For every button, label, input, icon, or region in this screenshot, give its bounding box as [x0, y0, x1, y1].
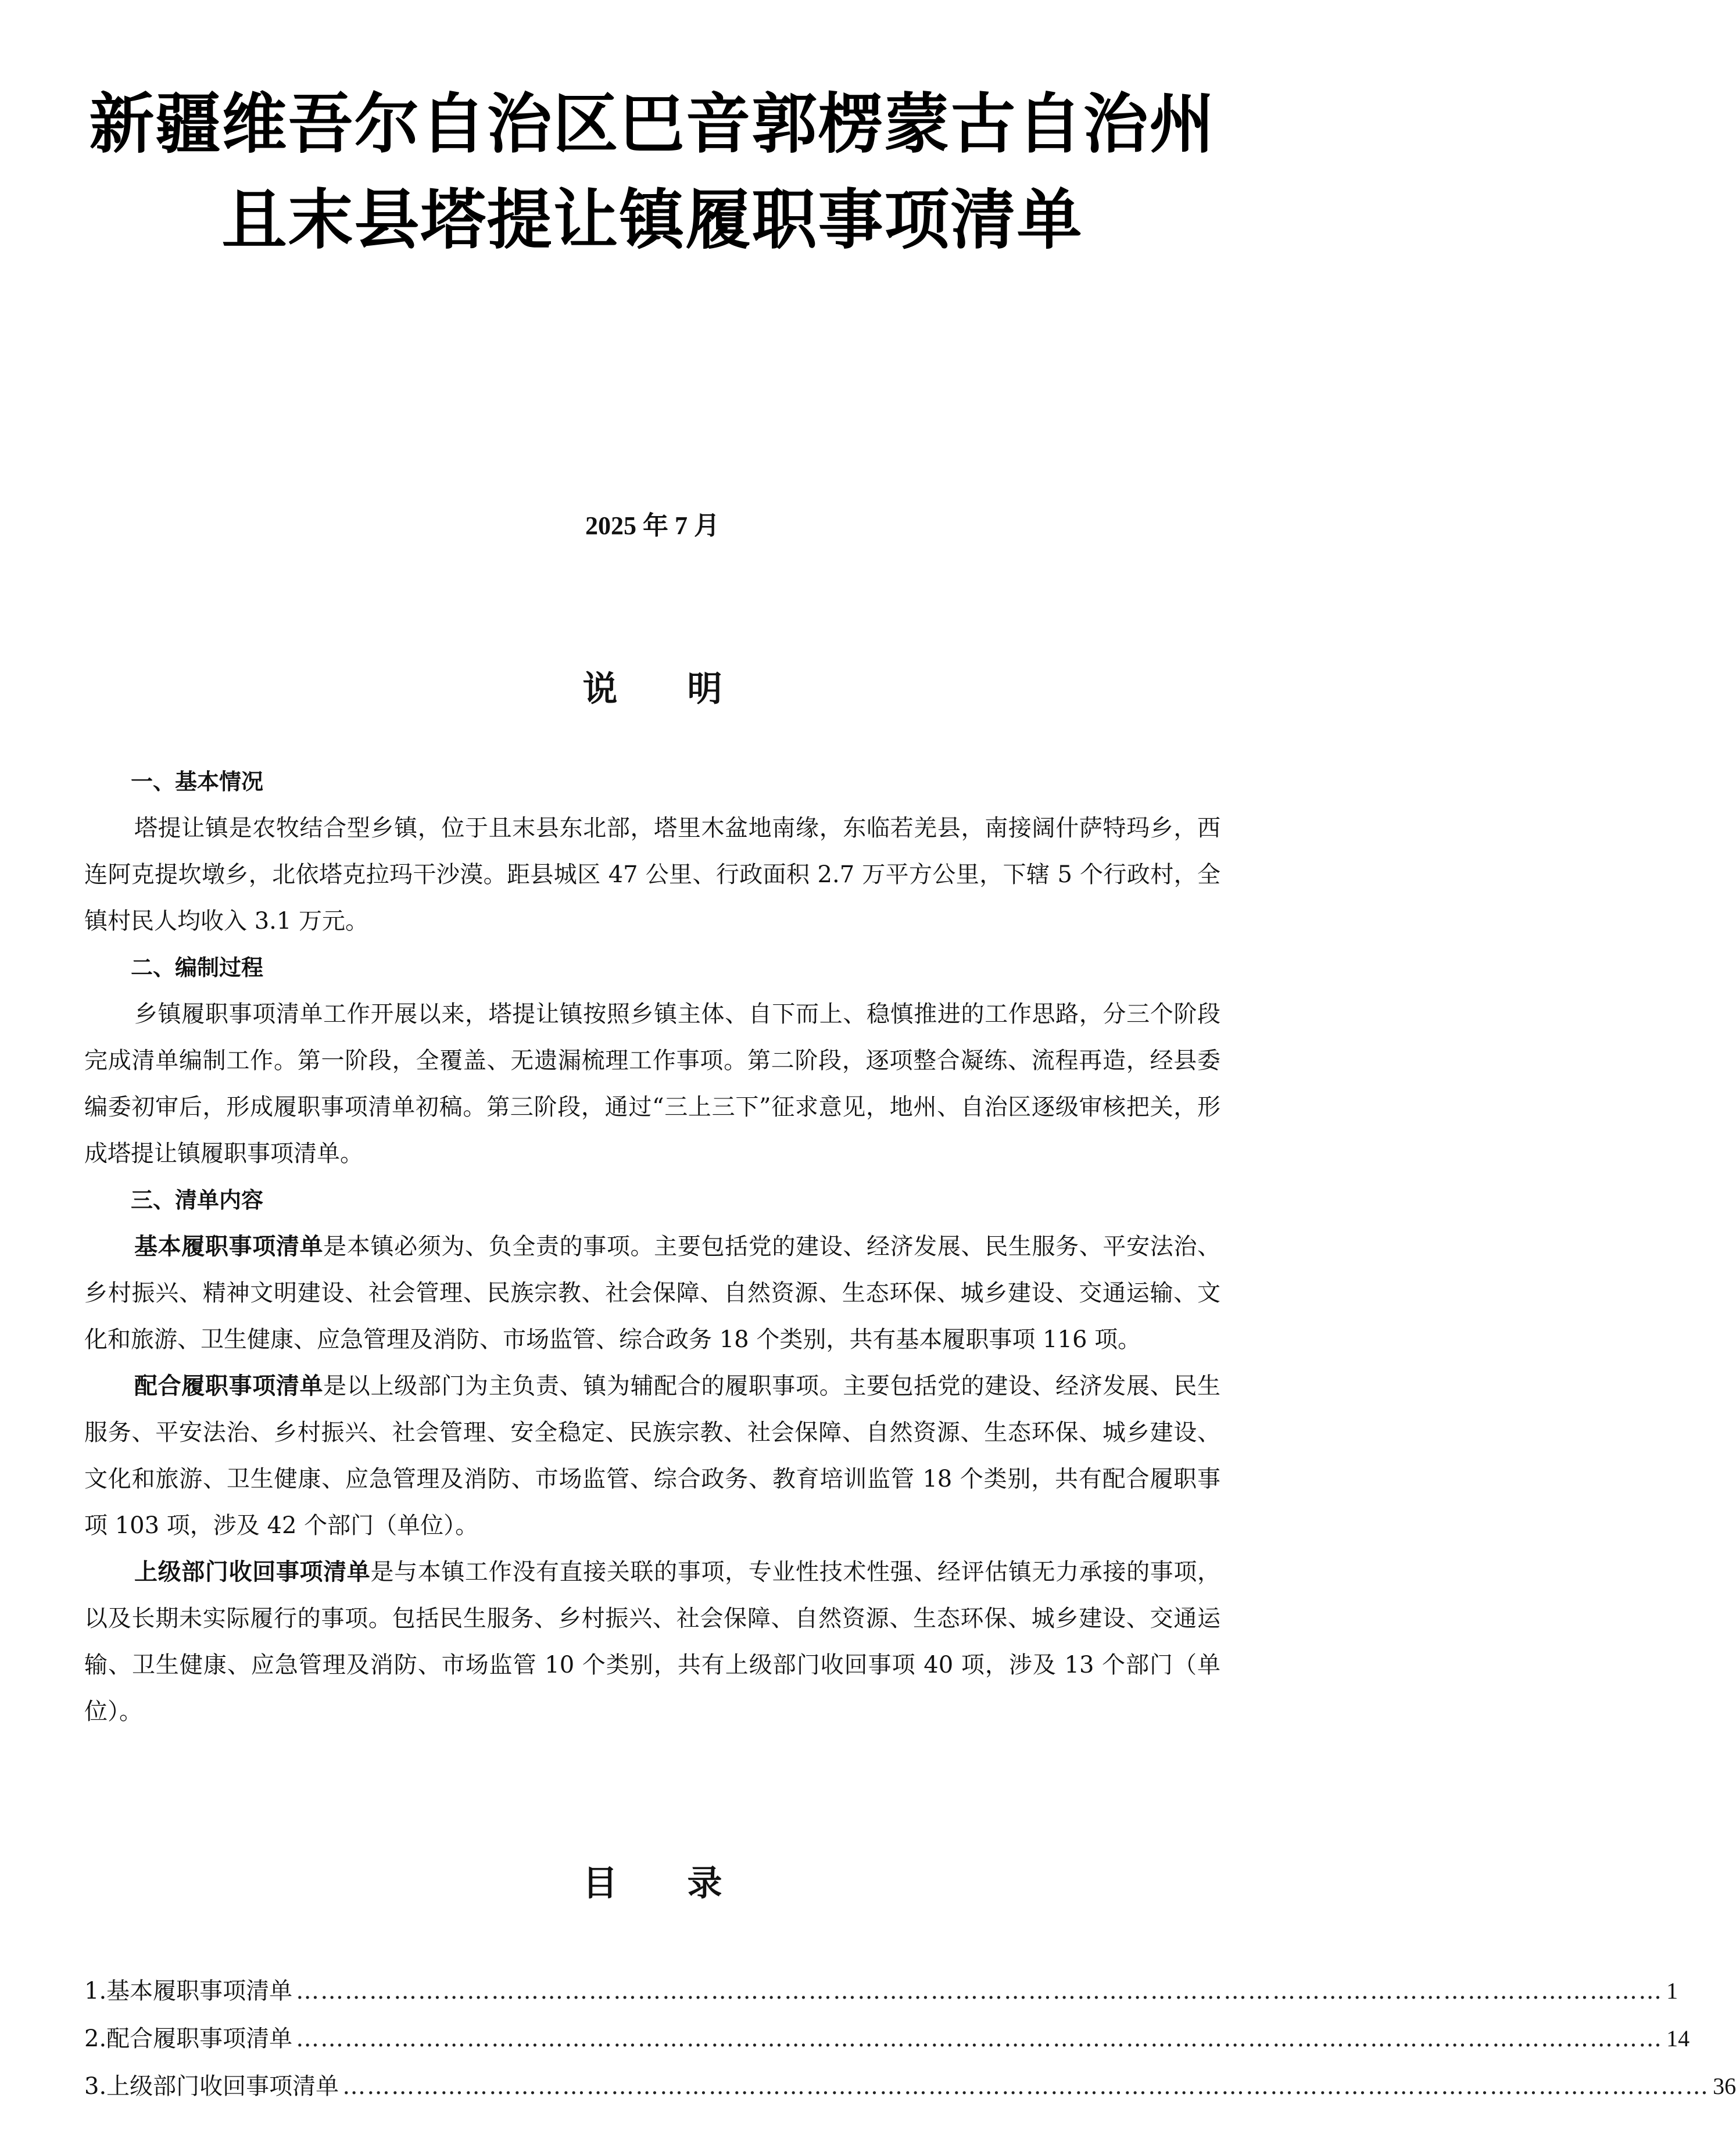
- section-basic-info-paragraph: 塔提让镇是农牧结合型乡镇，位于且末县东北部，塔里木盆地南缘，东临若羌县，南接阔什萨特玛乡，西连阿克提坎墩乡，北依塔克拉玛干沙漠。距县城区 47 公里、行政面积 2.7 万平方公里，下辖 5 个行政村，全镇村民人均收入 3.1 万元。: [84, 815, 1220, 935]
- document-title-line1: 新疆维吾尔自治区巴音郭楞蒙古自治州: [89, 86, 1216, 162]
- toc-entry-label: 2.配合履职事项清单: [84, 2025, 293, 2052]
- cooperative-list-term: 配合履职事项清单: [134, 1373, 324, 1399]
- basic-list-term: 基本履职事项清单: [134, 1233, 324, 1260]
- cooperative-list-description: 是以上级部门为主负责、镇为辅配合的履职事项。主要包括党的建设、经济发展、民生服务、平安法治、乡村振兴、社会管理、安全稳定、民族宗教、社会保障、自然资源、生态环保、城乡建设、文化和旅游、卫生健康、应急管理及消防、市场监管、综合政务、教育培训监管 18 个类别，共有配合履职事项 103 项，涉及 42 个部门（单位）。: [84, 1373, 1220, 1539]
- document-title-line2: 且末县塔提让镇履职事项清单: [221, 182, 1083, 258]
- toc-heading-char1: 目: [582, 1863, 618, 1904]
- toc-heading-char2: 录: [687, 1863, 722, 1904]
- section-compilation-title: 二、编制过程: [131, 955, 264, 980]
- table-of-contents: [84, 1967, 1736, 2110]
- toc-leader-dots: ……………………………………………………………………………………………………………………………………………………: [342, 2073, 1710, 2100]
- explanation-heading-char2: 明: [687, 669, 722, 710]
- toc-entry[interactable]: [84, 1967, 1678, 2015]
- toc-entry-page: 14: [1666, 2025, 1690, 2052]
- content-paragraph-cooperative: [84, 1363, 1220, 1549]
- toc-leader-dots: ……………………………………………………………………………………………………………………………………………………: [296, 1978, 1663, 2004]
- section-compilation-paragraph: 乡镇履职事项清单工作开展以来，塔提让镇按照乡镇主体、自下而上、稳慎推进的工作思路，分三个阶段完成清单编制工作。第一阶段，全覆盖、无遗漏梳理工作事项。第二阶段，逐项整合凝练、流程再造，经县委编委初审后，形成履职事项清单初稿。第三阶段，通过“三上三下”征求意见，地州、自治区逐级审核把关，形成塔提让镇履职事项清单。: [84, 1001, 1220, 1167]
- toc-entry-page: 36: [1713, 2073, 1736, 2099]
- toc-heading: [0, 1856, 1305, 1906]
- explanation-heading-char1: 说: [582, 669, 618, 710]
- reclaimed-list-description: 是与本镇工作没有直接关联的事项，专业性技术性强、经评估镇无力承接的事项，以及长期未实际履行的事项。包括民生服务、乡村振兴、社会保障、自然资源、生态环保、城乡建设、交通运输、卫生健康、应急管理及消防、市场监管 10 个类别，共有上级部门收回事项 40 项，涉及 13 个部门（单位）。: [84, 1559, 1221, 1725]
- content-paragraph-basic: [84, 1223, 1220, 1363]
- toc-entry-page: 1: [1666, 1978, 1678, 2004]
- basic-list-description: 是本镇必须为、负全责的事项。主要包括党的建设、经济发展、民生服务、平安法治、乡村振兴、精神文明建设、社会管理、民族宗教、社会保障、自然资源、生态环保、城乡建设、交通运输、文化和旅游、卫生健康、应急管理及消防、市场监管、综合政务 18 个类别，共有基本履职事项 116 项。: [84, 1233, 1220, 1353]
- explanation-heading: [0, 661, 1305, 711]
- content-paragraph-reclaimed: [84, 1549, 1220, 1735]
- reclaimed-list-term: 上级部门收回事项清单: [134, 1559, 371, 1585]
- explanation-body: [84, 758, 1220, 1735]
- toc-entry-label: 1.基本履职事项清单: [84, 1978, 293, 2004]
- toc-entry-label: 3.上级部门收回事项清单: [84, 2073, 339, 2100]
- document-date: 2025 年 7 月: [585, 511, 720, 540]
- section-content-title: 三、清单内容: [131, 1187, 264, 1213]
- toc-entry[interactable]: [84, 2015, 1690, 2063]
- toc-leader-dots: ……………………………………………………………………………………………………………………………………………………: [296, 2025, 1663, 2052]
- section-basic-info-title: 一、基本情况: [131, 769, 264, 794]
- toc-entry[interactable]: [84, 2063, 1736, 2110]
